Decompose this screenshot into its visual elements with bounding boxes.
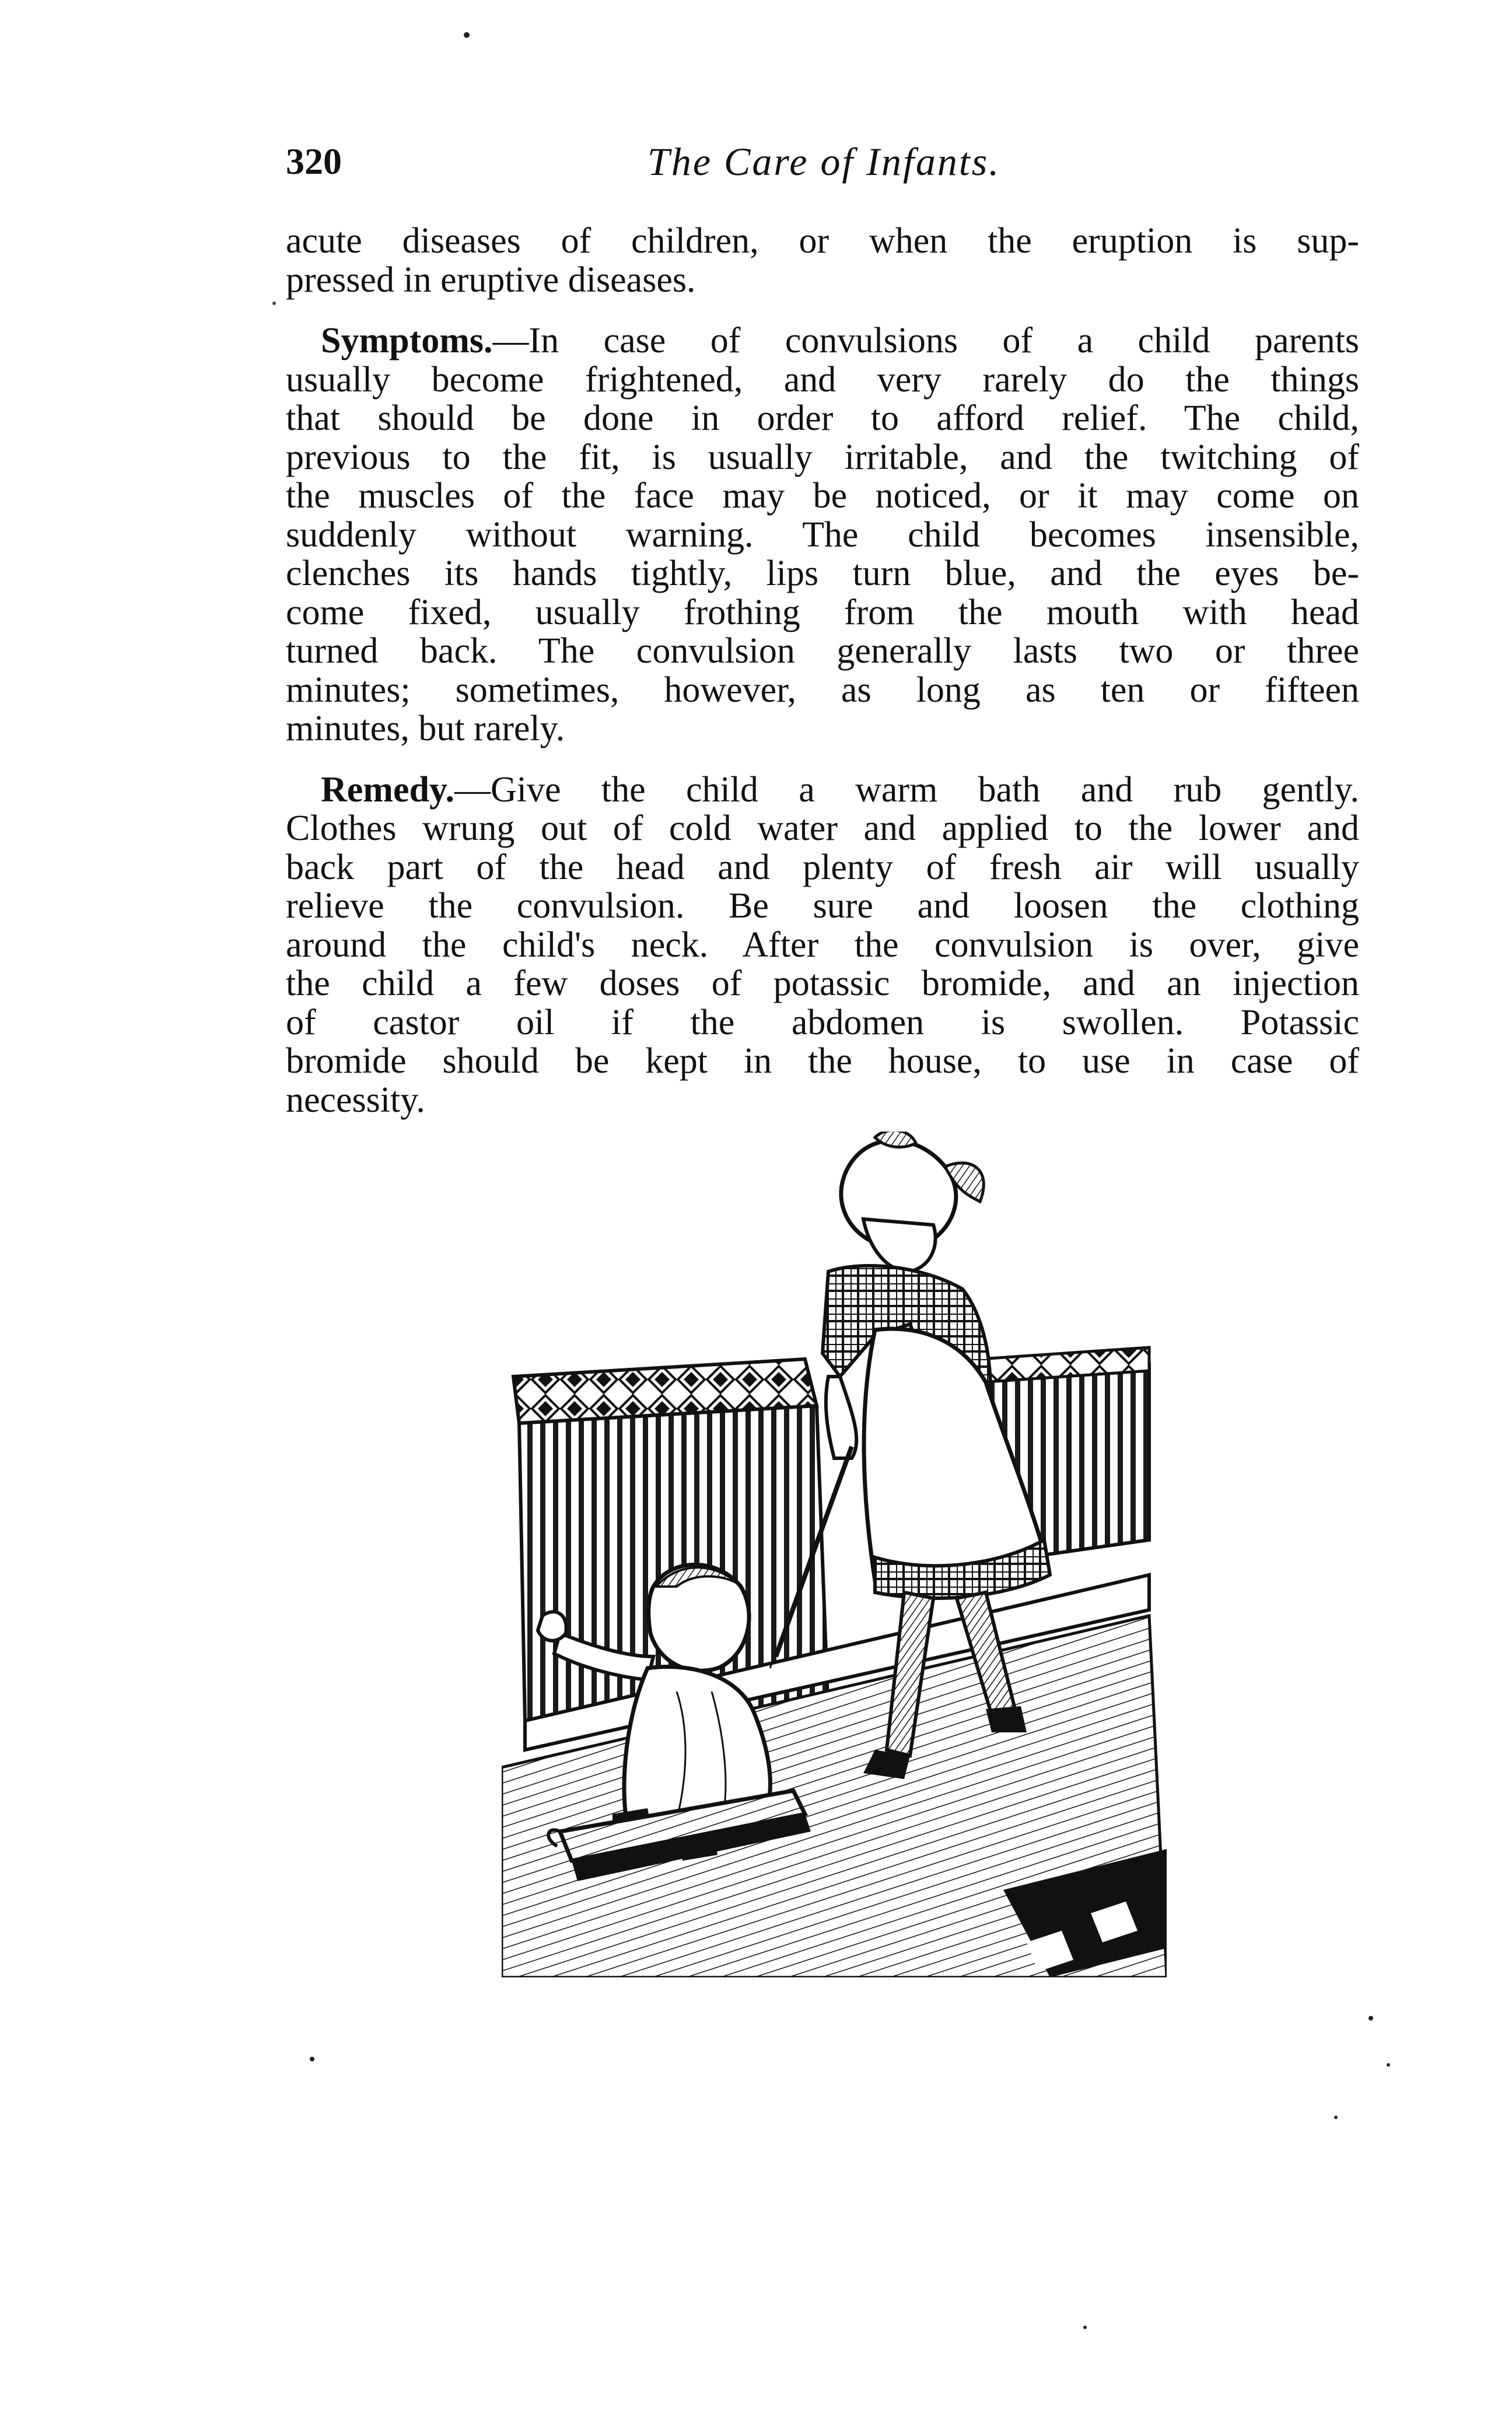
text-line: acute diseases of children, or when the eruption is sup- [286,221,1359,261]
text-line: of castor oil if the abdomen is swollen. Potassic [286,1002,1359,1042]
text-fragment: —In case of convulsions of a child parents [492,321,1359,360]
text-line: that should be done in order to afford relief. The child, [286,398,1359,438]
paragraph-symptoms [286,321,1359,748]
text-line: the child a few doses of potassic bromide, and an injection [286,964,1359,1003]
running-title: The Care of Infants. [648,139,1001,184]
text-line: clenches its hands tightly, lips turn blue, and the eyes be- [286,554,1359,593]
engraving-girl-pulling-baby-on-sled-icon [502,1132,1167,1977]
text-line: come fixed, usually frothing from the mouth with head [286,592,1359,632]
paragraph-intro [286,222,1359,299]
text-line: usually become frightened, and very rarely do the things [286,359,1359,400]
body-text [286,222,1359,1142]
text-line: Clothes wrung out of cold water and applied to the lower and [286,808,1359,848]
text-line: back part of the head and plenty of fresh air will usually [286,847,1359,887]
text-line: minutes, but rarely. [286,709,565,748]
running-head [286,135,1359,188]
text-line: the muscles of the face may be noticed, or it may come on [286,476,1359,516]
text-line [286,771,1359,810]
text-line: necessity. [286,1080,425,1120]
text-line: relieve the convulsion. Be sure and loosen the clothing [286,886,1359,926]
text-line [286,321,1359,360]
paragraph-remedy [286,771,1359,1120]
text-line: turned back. The convulsion generally lasts two or three [286,631,1359,671]
text-line: around the child's neck. After the convulsion is over, give [286,925,1359,965]
text-line: bromide should be kept in the house, to use in case of [286,1041,1359,1081]
text-line: suddenly without warning. The child becomes insensible, [286,514,1359,555]
section-heading-symptoms: Symptoms. [321,321,493,360]
text-line: minutes; sometimes, however, as long as ten or fifteen [286,670,1359,710]
text-line: pressed in eruptive diseases. [286,260,696,300]
section-heading-remedy: Remedy. [321,769,455,810]
text-fragment: —Give the child a warm bath and rub gently. [454,769,1359,810]
page-number: 320 [286,141,342,182]
text-line: previous to the fit, is usually irritable, and the twitching of [286,437,1359,477]
